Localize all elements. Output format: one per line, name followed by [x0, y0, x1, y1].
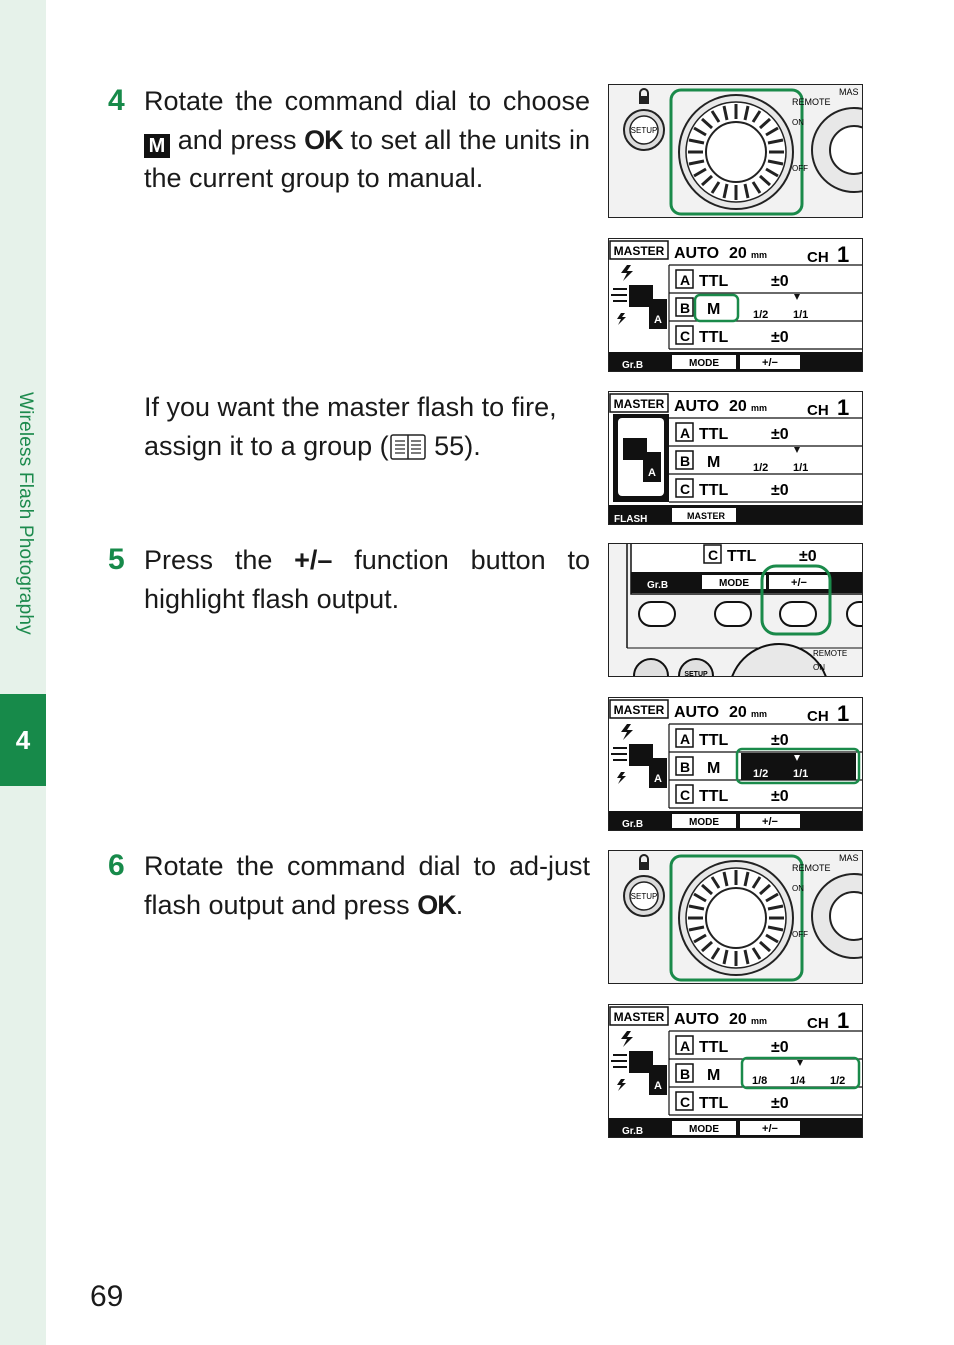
chapter-tab: 4 — [0, 694, 46, 786]
svg-text:MODE: MODE — [689, 1124, 719, 1135]
svg-text:SETUP: SETUP — [630, 126, 658, 135]
plus-minus-function-button — [780, 602, 816, 626]
step-text: Rotate the command dial to ad-just flash output and press OK. — [144, 851, 590, 920]
svg-text:±0: ±0 — [771, 1095, 789, 1112]
step-number: 4 — [108, 84, 125, 117]
svg-text:A: A — [648, 467, 656, 479]
svg-text:20: 20 — [729, 1011, 747, 1028]
lcd-screen-output-highlight — [608, 697, 863, 831]
svg-text:ON: ON — [813, 663, 825, 672]
svg-text:MASTER: MASTER — [613, 397, 665, 411]
svg-text:±0: ±0 — [771, 788, 789, 805]
svg-text:MODE: MODE — [719, 578, 749, 589]
svg-text:20: 20 — [729, 398, 747, 415]
manual-mode-icon: M — [144, 134, 170, 158]
svg-text:B: B — [680, 1066, 691, 1082]
svg-text:C: C — [680, 328, 691, 344]
svg-text:AUTO: AUTO — [674, 398, 720, 415]
svg-text:1/8: 1/8 — [752, 1075, 768, 1087]
svg-text:20: 20 — [729, 245, 747, 262]
lcd-screen-mode-m — [608, 238, 863, 372]
step-number: 6 — [108, 849, 125, 882]
svg-text:CH: CH — [807, 1015, 829, 1032]
svg-text:mm: mm — [751, 403, 768, 413]
svg-text:Gr.B: Gr.B — [622, 360, 644, 371]
function-buttons-illustration — [608, 543, 863, 677]
svg-text:TTL: TTL — [699, 482, 729, 499]
step-text: Press the +/– function button to highlight flash output. — [144, 545, 590, 614]
svg-text:MASTER: MASTER — [687, 511, 725, 521]
svg-text:M: M — [707, 1067, 721, 1084]
svg-text:1: 1 — [837, 1008, 850, 1033]
step-4 — [108, 82, 590, 198]
svg-text:1/2: 1/2 — [753, 768, 769, 780]
svg-text:SETUP: SETUP — [630, 892, 658, 901]
svg-text:OFF: OFF — [792, 164, 808, 173]
svg-text:TTL: TTL — [699, 1039, 729, 1056]
svg-text:M: M — [707, 301, 721, 318]
side-strip — [0, 0, 46, 1345]
svg-text:A: A — [654, 1080, 662, 1092]
svg-text:CH: CH — [807, 402, 829, 419]
svg-text:AUTO: AUTO — [674, 245, 720, 262]
svg-text:±0: ±0 — [771, 329, 789, 346]
svg-text:A: A — [680, 425, 691, 441]
svg-text:1/2: 1/2 — [753, 309, 769, 321]
svg-text:1/2: 1/2 — [753, 462, 769, 474]
svg-text:REMOTE: REMOTE — [792, 863, 831, 873]
ok-button-label: OK — [417, 889, 456, 920]
svg-text:C: C — [708, 547, 719, 563]
svg-text:C: C — [680, 787, 691, 803]
svg-text:±0: ±0 — [771, 1039, 789, 1056]
svg-text:MODE: MODE — [689, 358, 719, 369]
svg-text:mm: mm — [751, 250, 768, 260]
svg-text:±0: ±0 — [771, 426, 789, 443]
svg-text:TTL: TTL — [699, 1095, 729, 1112]
svg-text:ON: ON — [792, 884, 804, 893]
plus-minus-button-label: +/– — [294, 545, 333, 575]
svg-text:+/−: +/− — [791, 577, 807, 589]
svg-text:TTL: TTL — [699, 426, 729, 443]
svg-text:TTL: TTL — [699, 273, 729, 290]
step-text: Rotate the command dial to choose M and press OK to set all the units in the current group to manual. — [144, 86, 590, 193]
svg-text:1/2: 1/2 — [830, 1075, 846, 1087]
svg-text:Gr.B: Gr.B — [622, 819, 644, 830]
lcd-screen-master-group — [608, 391, 863, 525]
svg-text:B: B — [680, 300, 691, 316]
ok-button-label: OK — [304, 124, 343, 155]
command-dial-illustration — [608, 84, 863, 218]
svg-text:±0: ±0 — [771, 732, 789, 749]
book-reference-icon — [389, 433, 427, 461]
svg-text:TTL: TTL — [699, 788, 729, 805]
svg-text:1/1: 1/1 — [793, 768, 809, 780]
svg-text:+/−: +/− — [762, 1123, 778, 1135]
svg-text:1/1: 1/1 — [793, 309, 809, 321]
svg-text:TTL: TTL — [727, 548, 757, 565]
svg-text:C: C — [680, 481, 691, 497]
svg-text:FLASH: FLASH — [614, 514, 648, 525]
svg-text:B: B — [680, 759, 691, 775]
svg-text:mm: mm — [751, 1016, 768, 1026]
svg-text:MASTER: MASTER — [613, 1010, 665, 1024]
svg-text:CH: CH — [807, 249, 829, 266]
svg-text:CH: CH — [807, 708, 829, 725]
svg-text:M: M — [707, 454, 721, 471]
svg-text:±0: ±0 — [799, 548, 817, 565]
svg-text:TTL: TTL — [699, 732, 729, 749]
step-5 — [108, 541, 590, 618]
page-reference: 55 — [434, 430, 465, 461]
step-number: 5 — [108, 543, 125, 576]
svg-text:MAS: MAS — [839, 87, 859, 97]
svg-text:SETUP: SETUP — [684, 671, 708, 677]
svg-text:1/4: 1/4 — [790, 1075, 806, 1087]
function-button-2 — [715, 602, 751, 626]
svg-text:Gr.B: Gr.B — [622, 1126, 644, 1137]
svg-text:A: A — [680, 272, 691, 288]
svg-text:AUTO: AUTO — [674, 1011, 720, 1028]
svg-text:MAS: MAS — [839, 853, 859, 863]
svg-text:OFF: OFF — [792, 930, 808, 939]
svg-text:Gr.B: Gr.B — [647, 580, 669, 591]
svg-text:MODE: MODE — [689, 817, 719, 828]
note: If you want the master flash to fire, assign it to a group ( 55). — [144, 392, 557, 461]
svg-text:1: 1 — [837, 242, 850, 267]
page-number: 69 — [90, 1280, 124, 1313]
svg-text:ON: ON — [792, 118, 804, 127]
svg-text:1: 1 — [837, 701, 850, 726]
svg-text:MASTER: MASTER — [613, 703, 665, 717]
svg-text:±0: ±0 — [771, 273, 789, 290]
svg-text:B: B — [680, 453, 691, 469]
svg-text:REMOTE: REMOTE — [792, 97, 831, 107]
svg-text:+/−: +/− — [762, 816, 778, 828]
svg-text:TTL: TTL — [699, 329, 729, 346]
svg-text:C: C — [680, 1094, 691, 1110]
svg-text:AUTO: AUTO — [674, 704, 720, 721]
svg-text:mm: mm — [751, 709, 768, 719]
lcd-screen-output-adjusted — [608, 1004, 863, 1138]
svg-text:±0: ±0 — [771, 482, 789, 499]
function-button-1 — [639, 602, 675, 626]
svg-text:1/1: 1/1 — [793, 462, 809, 474]
svg-text:A: A — [654, 314, 662, 326]
svg-text:+/−: +/− — [762, 357, 778, 369]
svg-text:REMOTE: REMOTE — [813, 649, 848, 658]
svg-text:M: M — [707, 760, 721, 777]
svg-text:A: A — [654, 773, 662, 785]
step-6 — [108, 847, 590, 924]
svg-text:1: 1 — [837, 395, 850, 420]
svg-text:A: A — [680, 731, 691, 747]
svg-text:MASTER: MASTER — [613, 244, 665, 258]
command-dial-illustration-2 — [608, 850, 863, 984]
svg-text:A: A — [680, 1038, 691, 1054]
svg-text:20: 20 — [729, 704, 747, 721]
section-title: Wireless Flash Photography — [15, 392, 36, 635]
